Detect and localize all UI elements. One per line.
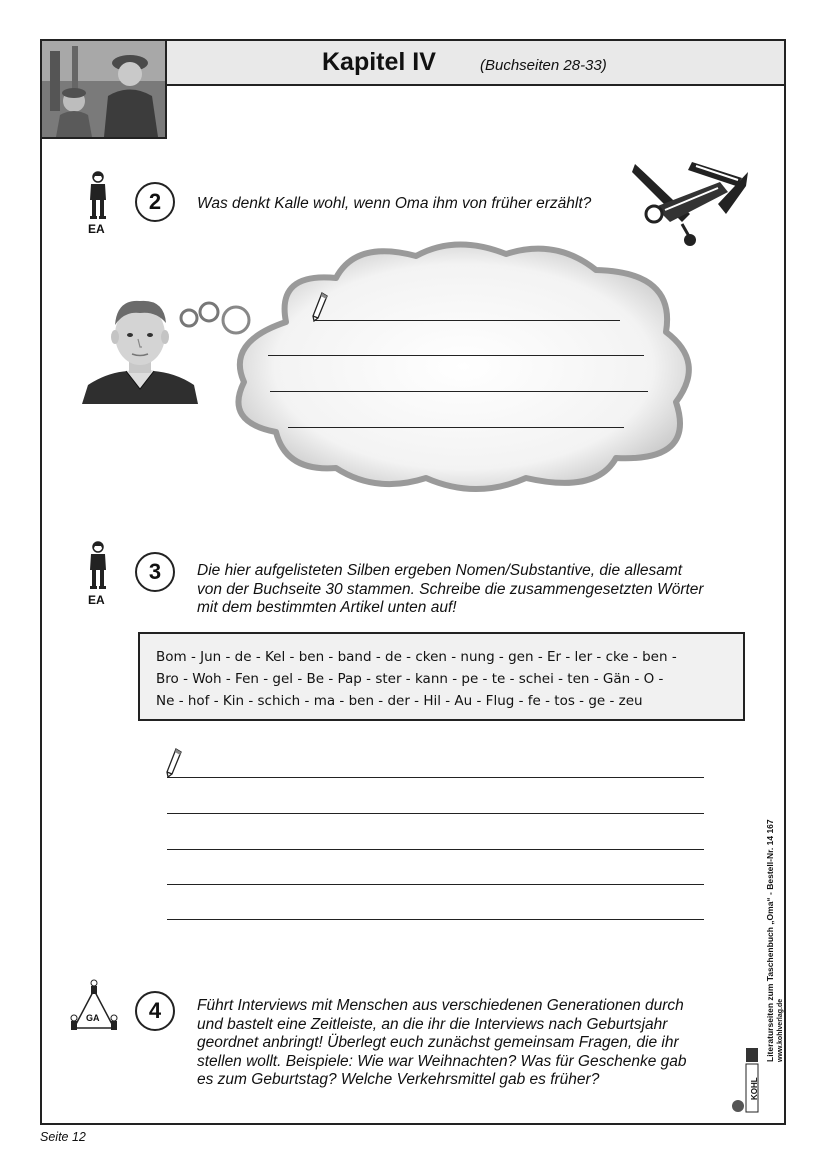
syllable-box bbox=[138, 632, 745, 721]
ga-label: GA bbox=[86, 1013, 100, 1023]
instruction-line: und bastelt eine Zeitleiste, an die ihr die Interviews nach Geburtsjahr bbox=[197, 1015, 668, 1033]
ea-person-icon bbox=[86, 170, 110, 222]
pencil-icon bbox=[166, 748, 182, 778]
instruction-line: Führt Interviews mit Menschen aus verschiedenen Generationen durch bbox=[197, 997, 684, 1014]
task-number-badge: 3 bbox=[135, 552, 175, 592]
group-work-icon bbox=[68, 978, 120, 1036]
syllable-row: Ne - hof - Kin - schich - ma - ben - der - Hil - Au - Flug - fe - tos - ge - zeu bbox=[156, 693, 643, 709]
answer-line[interactable] bbox=[167, 777, 704, 778]
instruction-line: geordnet anbringt! Überlegt euch zunächst gemeinsam Fragen, die ihr bbox=[197, 1034, 679, 1051]
task-number-badge: 4 bbox=[135, 991, 175, 1031]
instruction-line: mit dem bestimmten Artikel unten auf! bbox=[197, 599, 457, 616]
instruction-line: es zum Geburtstag? Welche Verkehrsmittel gab es früher? bbox=[197, 1071, 600, 1088]
syllable-row: Bom - Jun - de - Kel - ben - band - de - cken - nung - gen - Er - ler - cke - ben - bbox=[156, 649, 677, 665]
chapter-title: Kapitel IV bbox=[322, 48, 436, 76]
instruction-line: stellen wollt. Beispiele: Wie war Weihnachten? Was für Geschenke gab bbox=[197, 1052, 687, 1070]
answer-line[interactable] bbox=[167, 813, 704, 814]
task2-instruction: Was denkt Kalle wohl, wenn Oma ihm von früher erzählt? bbox=[197, 195, 592, 212]
task-number-badge: 2 bbox=[135, 182, 175, 222]
chapter-pages: (Buchseiten 28-33) bbox=[480, 57, 607, 74]
answer-line[interactable] bbox=[167, 849, 704, 850]
publisher-name: KOHL bbox=[750, 1077, 759, 1100]
header-bar bbox=[166, 39, 786, 86]
syllable-row: Bro - Woh - Fen - gel - Be - Pap - ster - kann - pe - te - schei - ten - Gän - O - bbox=[156, 671, 664, 687]
answer-line[interactable] bbox=[268, 355, 644, 356]
instruction-line: Die hier aufgelisteten Silben ergeben Nomen/Substantive, die allesamt bbox=[197, 562, 683, 579]
task4-instruction bbox=[197, 997, 687, 1090]
instruction-line: von der Buchseite 30 stammen. Schreibe die zusammengesetzten Wörter bbox=[197, 580, 704, 598]
side-order-note: Literaturseiten zum Taschenbuch „Oma“ - Bestell-Nr. 14 167 bbox=[765, 819, 775, 1062]
header-photo bbox=[40, 39, 167, 139]
publisher-url: www.kohlverlag.de bbox=[777, 998, 784, 1062]
pencil-icon bbox=[312, 292, 328, 322]
answer-line[interactable] bbox=[167, 919, 704, 920]
answer-line[interactable] bbox=[167, 884, 704, 885]
ea-person-icon bbox=[86, 540, 110, 592]
ea-label: EA bbox=[88, 593, 105, 607]
answer-line[interactable] bbox=[288, 427, 624, 428]
thought-bubble bbox=[176, 232, 716, 502]
answer-line[interactable] bbox=[315, 320, 620, 321]
page-number: Seite 12 bbox=[40, 1130, 86, 1144]
task3-instruction bbox=[197, 562, 704, 618]
answer-line[interactable] bbox=[270, 391, 648, 392]
ea-label: EA bbox=[88, 222, 105, 236]
